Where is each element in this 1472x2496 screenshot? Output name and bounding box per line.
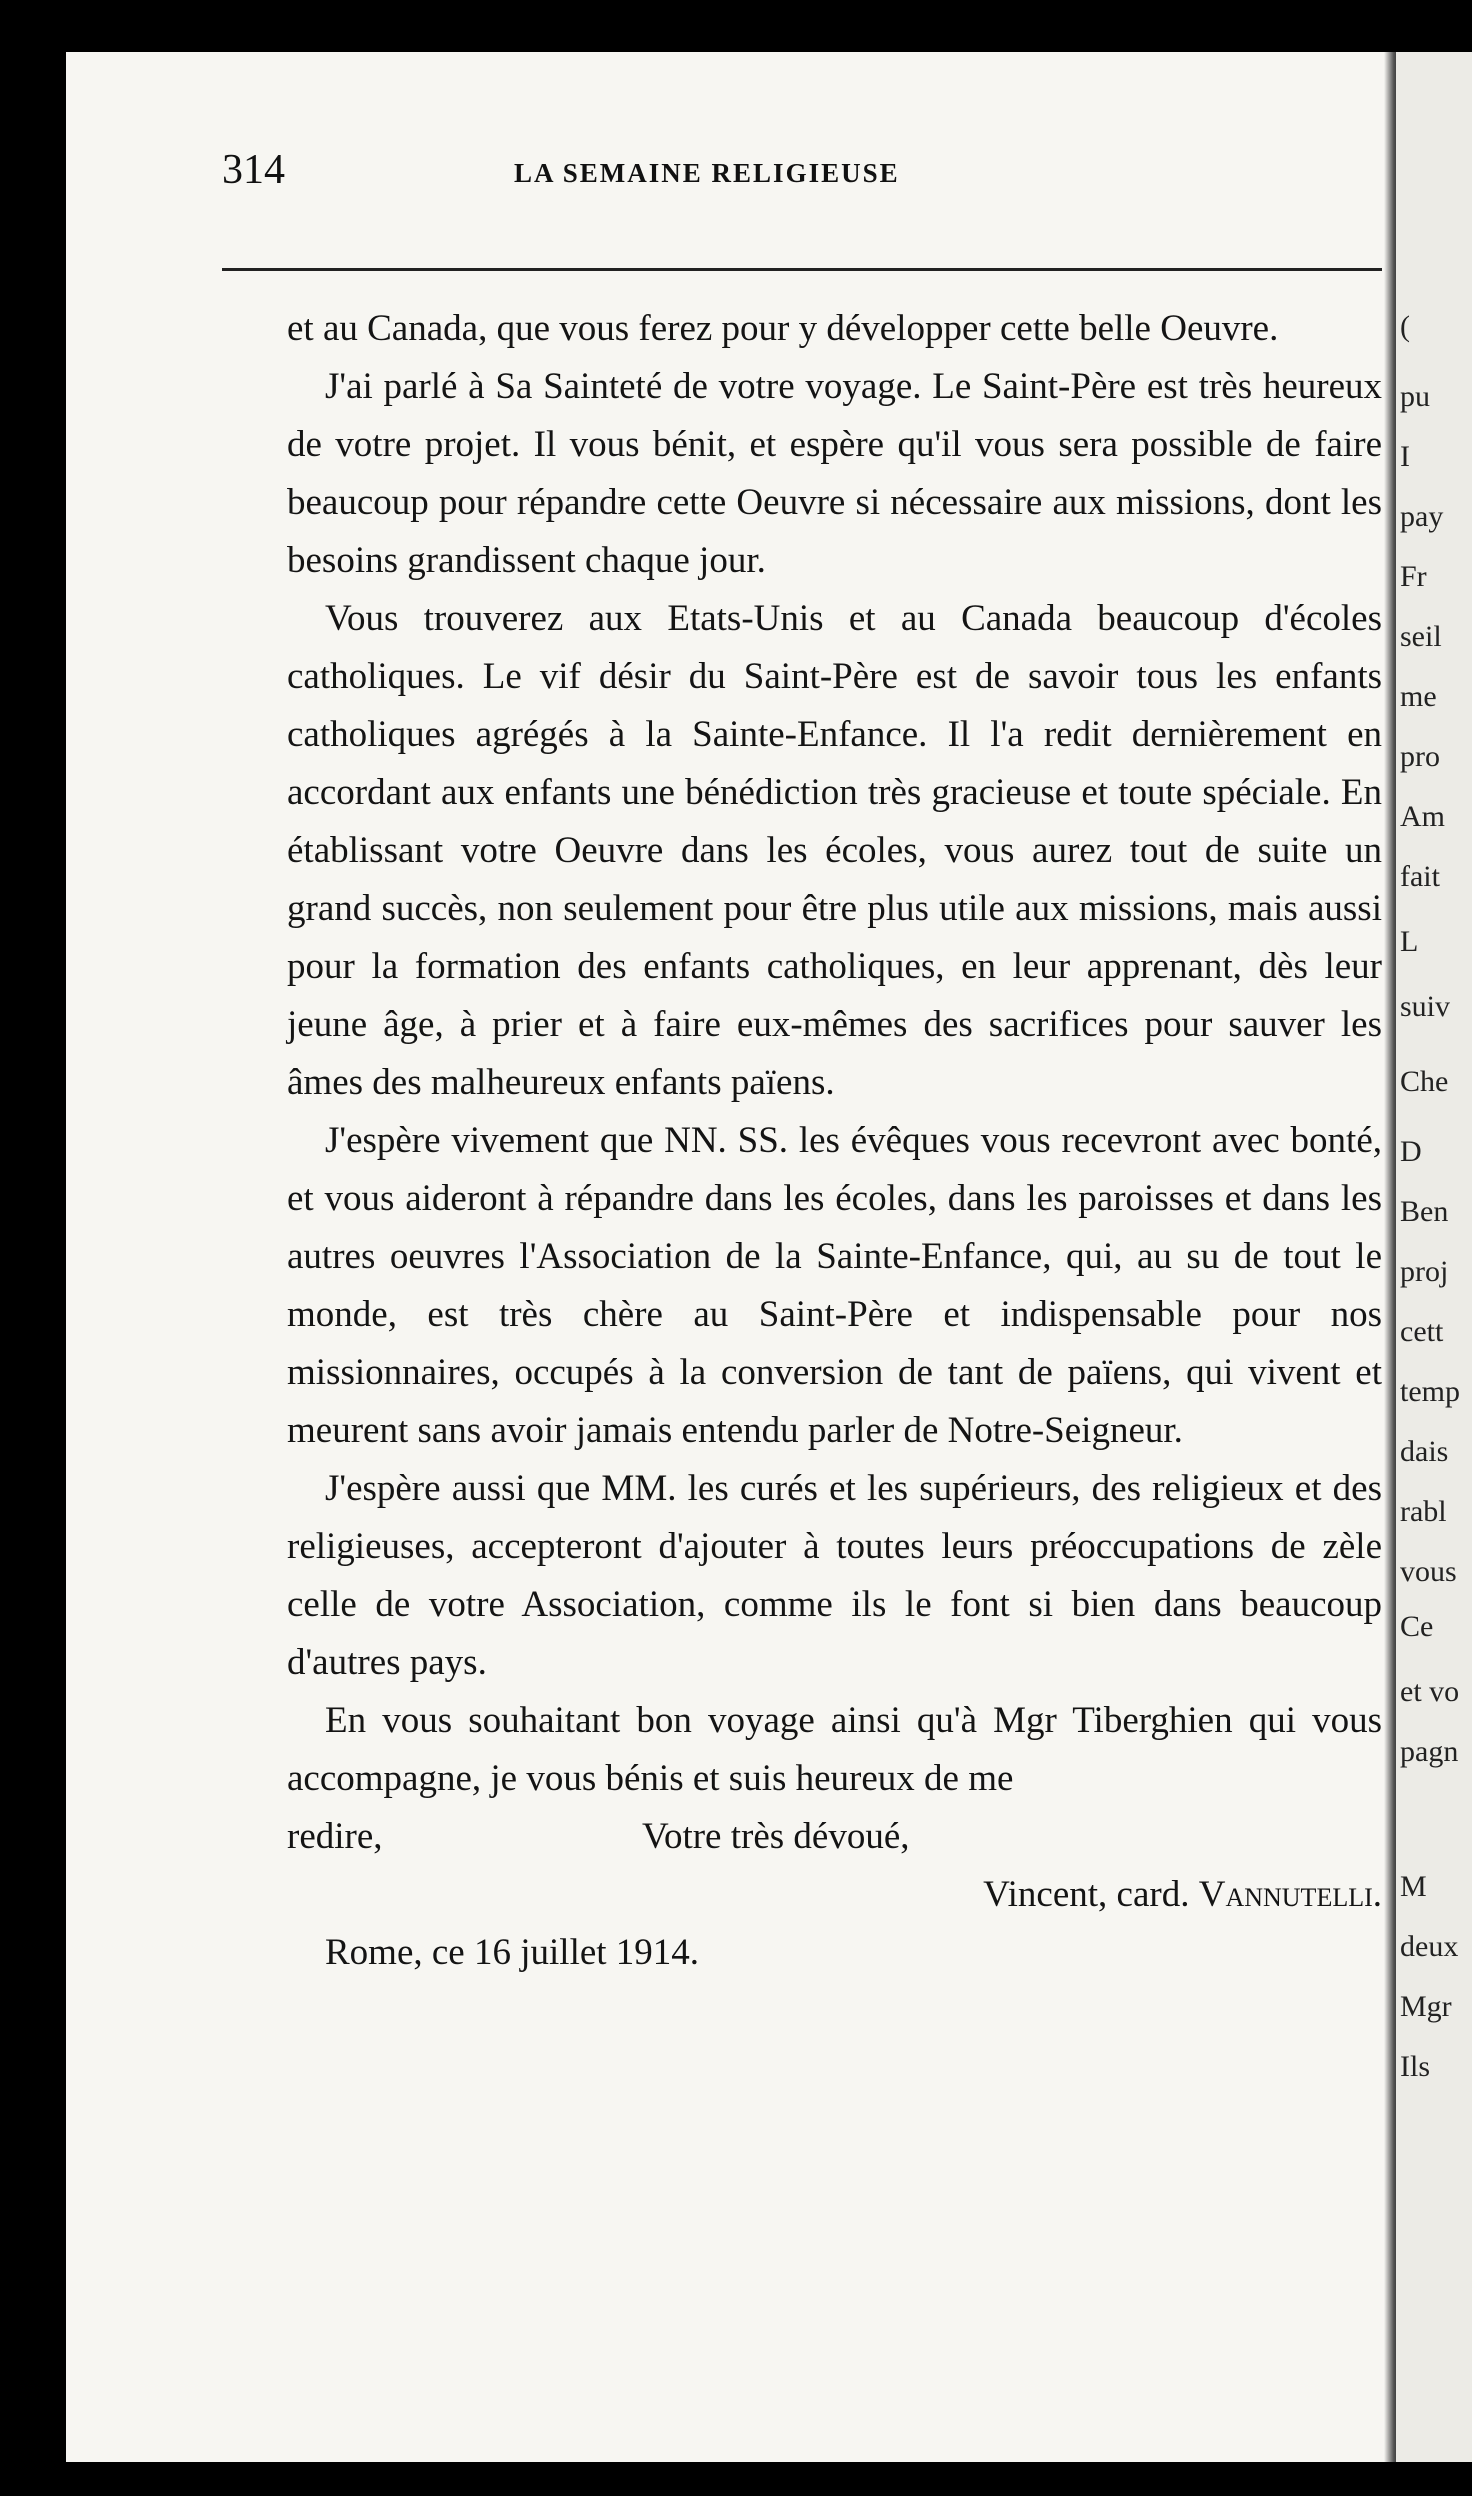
next-page-fragment: L — [1400, 925, 1419, 958]
next-page-edge — [1396, 52, 1472, 2462]
paragraph: En vous souhaitant bon voyage ainsi qu'à Mgr Tiberghien qui vous accompagne, je vous bénis et suis heureux de me — [287, 1700, 1382, 1799]
paragraph: et au Canada, que vous ferez pour y développer cette belle Oeuvre. — [287, 308, 1279, 349]
closing-devoue: Votre très dévoué, — [642, 1816, 910, 1857]
signature-name: Vincent, card. — [983, 1874, 1190, 1915]
next-page-fragment: pu — [1400, 380, 1430, 413]
next-page-fragment: Ils — [1400, 2050, 1430, 2083]
next-page-fragment: deux — [1400, 1930, 1459, 1963]
next-page-fragment: M — [1400, 1870, 1427, 1903]
next-page-fragment: D — [1400, 1135, 1422, 1168]
next-page-fragment: dais — [1400, 1435, 1449, 1468]
next-page-fragment: vous — [1400, 1555, 1457, 1588]
header-rule — [222, 268, 1382, 271]
closing-redire: redire, — [287, 1816, 383, 1857]
next-page-fragment: ( — [1400, 310, 1410, 343]
paragraph: Vous trouverez aux Etats-Unis et au Canada beaucoup d'écoles catholiques. Le vif désir du Saint-Père est de savoir tous les enfants catholiques agrégés à la Sainte-Enfance. Il l'a redit dernièrement en accordant aux enfants une bénédiction très gracieuse et toute spéciale. En établissant votre Oeuvre dans les écoles, vous aurez tout de suite un grand succès, non seulement pour être plus utile aux missions, mais aussi pour la formation des enfants catholiques, en leur apprenant, dès leur jeune âge, à prier et à faire eux-mêmes des sacrifices pour sauver les âmes des malheureux enfants païens. — [287, 598, 1382, 1103]
page-header — [222, 146, 1382, 206]
next-page-fragment: fait — [1400, 860, 1440, 893]
next-page-fragment: suiv — [1400, 990, 1451, 1023]
next-page-fragment: Am — [1400, 800, 1445, 833]
next-page-fragment: seil — [1400, 620, 1442, 653]
next-page-fragment: I — [1400, 440, 1410, 473]
paragraph: J'espère vivement que NN. SS. les évêques vous recevront avec bonté, et vous aideront à répandre dans les écoles, dans les paroisses et dans les autres oeuvres l'Association de la Sainte-Enfance, qui, au su de tout le monde, est très chère au Saint-Père et indispensable pour nos missionnaires, occupés à la conversion de tant de païens, qui vivent et meurent sans avoir jamais entendu parler de Notre-Seigneur. — [287, 1120, 1382, 1451]
signature-surname: Vannutelli. — [1198, 1874, 1382, 1915]
paragraph: J'espère aussi que MM. les curés et les supérieurs, des religieux et des religieuses, accepteront d'ajouter à toutes leurs préoccupations de zèle celle de votre Association, comme ils le font si bien dans beaucoup d'autres pays. — [287, 1468, 1382, 1683]
next-page-fragment: Ben — [1400, 1195, 1449, 1228]
paragraph: J'ai parlé à Sa Sainteté de votre voyage. Le Saint-Père est très heureux de votre projet. Il vous bénit, et espère qu'il vous sera possible de faire beaucoup pour répandre cette Oeuvre si nécessaire aux missions, dont les besoins grandissent chaque jour. — [287, 366, 1382, 581]
next-page-fragment: et vo — [1400, 1675, 1460, 1708]
letter-body — [287, 300, 1382, 1982]
next-page-fragment: proj — [1400, 1255, 1449, 1288]
next-page-fragment: Che — [1400, 1065, 1449, 1098]
letter-closing — [287, 1808, 1382, 1924]
next-page-fragment: Mgr — [1400, 1990, 1452, 2023]
running-title: LA SEMAINE RELIGIEUSE — [514, 158, 900, 188]
next-page-fragment: cett — [1400, 1315, 1444, 1348]
next-page-fragment: pro — [1400, 740, 1440, 773]
next-page-fragment: rabl — [1400, 1495, 1447, 1528]
signature — [983, 1866, 1382, 1924]
next-page-fragment: Fr — [1400, 560, 1427, 593]
next-page-fragment: pagn — [1400, 1735, 1459, 1768]
next-page-fragment: temp — [1400, 1375, 1460, 1408]
next-page-fragment: pay — [1400, 500, 1444, 533]
next-page-fragment: Ce — [1400, 1610, 1434, 1643]
dateline: Rome, ce 16 juillet 1914. — [325, 1932, 700, 1973]
page-number: 314 — [222, 147, 285, 193]
next-page-fragment: me — [1400, 680, 1437, 713]
